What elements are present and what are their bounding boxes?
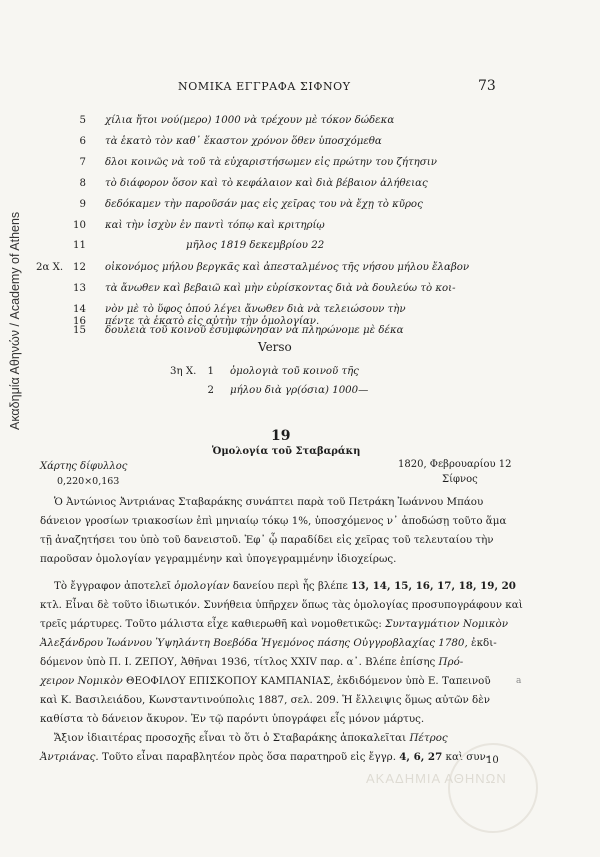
signature-number: 10 [486,755,499,766]
hand-marker: 2α Χ. [36,262,64,273]
academy-watermark-logo: ΑΚΑΔΗΜΙΑ ΑΘΗΝΩΝ [360,735,560,835]
verso-heading: Verso [258,340,292,354]
paragraph-line: δόμενον ὑπὸ Π. Ι. ΖΕΠΟΥ, Ἀθῆναι 1936, τίτλος XXIV παρ. α᾽. Βλέπε ἐπίσης Πρό- [40,656,464,668]
paragraph-line: κτλ. Εἶναι δὲ τοῦτο ἰδιωτικόν. Συνήθεια ὑπῆρχεν ὅπως τὰς ὁμολογίας προσυπογράφουν καὶ [40,599,523,611]
page-number: 73 [478,78,496,94]
paragraph-line: Ἄξιον ἰδιαιτέρας προσοχῆς εἶναι τὸ ὅτι ὁ Σταβαράκης ἀποκαλεῖται Πέτρος [54,732,448,744]
academy-watermark-vertical: Ακαδημία Αθηνών / Academy of Athens [8,211,22,430]
paragraph-line: τρεῖς μάρτυρες. Τοῦτο μάλιστα εἶχε καθιερωθῆ καὶ νομοθετικῶς: Συνταγμάτιον Νομικὸν [40,618,508,630]
document-title: Ὁμολογία τοῦ Σταβαράκη [212,446,361,457]
paragraph-line: Ὁ Ἀντώνιος Ἀντριάνας Σταβαράκης συνάπτει παρὰ τοῦ Πετράκη Ἰωάννου Μπάου [54,496,484,508]
running-header-title: ΝΟΜΙΚΑ ΕΓΓΡΑΦΑ ΣΙΦΝΟΥ [178,80,351,93]
margin-mark: a [516,676,522,686]
document-place: Σίφνος [442,474,478,485]
hand-marker: 3η Χ. [170,366,197,377]
document-material: Χάρτης δίφυλλος [40,461,128,472]
paragraph-line: Ἀντριάνας. Τοῦτο εἶναι παραβλητέον πρὸς ὅσα παρατηροῦ εἰς ἔγγρ. 4, 6, 27 καὶ συν- [40,751,490,763]
paragraph-line: παροῦσαν ὁμολογίαν γεγραμμένην καὶ ὑπογεγραμμένην ἰδιοχείρως. [40,553,397,565]
paragraph-line: Ἀλεξάνδρου Ἰωάννου Ὑψηλάντη Βοεβόδα Ἡγεμόνος πάσης Οὐγγροβλαχίας 1780, ἐκδι- [40,637,497,649]
paragraph-line: τῇ ἀναζητήσει του ὑπὸ τοῦ δανειστοῦ. Ἐφ᾽ ᾧ παραδίδει εἰς χεῖρας τοῦ τελευταίου τὴν [40,534,494,546]
cross-reference: 13, 14, 15, 16, 17, 18, 19, 20 [351,580,516,592]
paragraph-line: χειρον Νομικὸν ΘΕΟΦΙΛΟΥ ΕΠΙΣΚΟΠΟΥ ΚΑΜΠΑΝΙΑΣ, ἐκδιδόμενον ὑπὸ Ε. Ταπεινοῦ [40,675,491,687]
paragraph-line: καθίστα τὸ δάνειον ἄκυρον. Ἐν τῷ παρόντι ὑπογράφει εἷς μόνον μάρτυς. [40,713,425,725]
document-date: 1820, Φεβρουαρίου 12 [398,459,512,470]
document-dimensions: 0,220×0,163 [57,476,120,487]
paragraph-line: καὶ Κ. Βασιλειάδου, Κωνσταντινούπολις 1887, σελ. 209. Ἡ ἔλλειψις ὅμως αὐτῶν δὲν [40,694,491,706]
document-number: 19 [271,428,291,444]
cross-reference: 4, 6, 27 [399,751,443,763]
paragraph-line: δάνειον γροσίων τριακοσίων ἐπὶ μηνιαίῳ τόκῳ 1%, ὑποσχόμενος ν᾽ ἀποδώσῃ τοῦτο ἅμα [40,515,507,527]
paragraph-line: Τὸ ἔγγραφον ἀποτελεῖ ὁμολογίαν δανείου περὶ ἧς βλέπε 13, 14, 15, 16, 17, 18, 19, 20 [54,580,516,592]
